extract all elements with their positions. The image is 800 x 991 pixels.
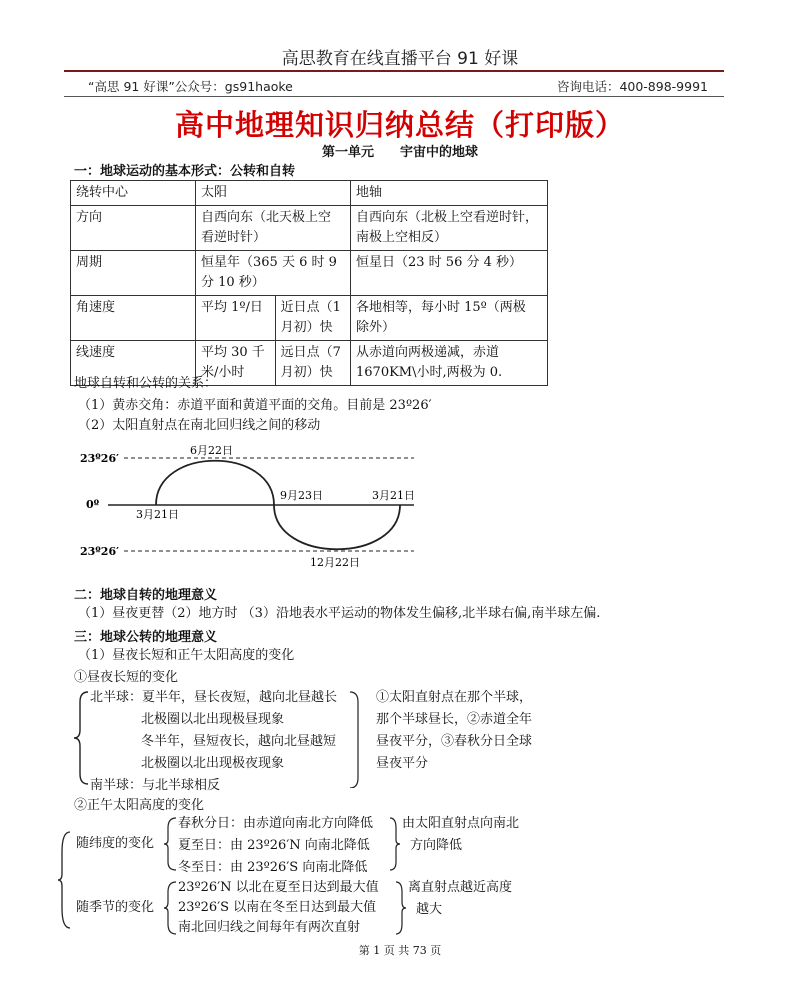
table-row [71, 251, 548, 296]
label-mar21-left: 3月21日 [136, 508, 179, 521]
latitude-note-1: 由太阳直射点向南北 [402, 816, 520, 831]
table-cell: 周期 [71, 251, 196, 296]
latitude-note-2: 方向降低 [410, 838, 463, 853]
table-cell [351, 296, 548, 341]
table-cell [275, 341, 350, 386]
latitude-brace-right [390, 818, 400, 870]
table-cell: 太阳 [196, 181, 351, 206]
brace-right-shape [350, 692, 358, 788]
label-jun22: 6月22日 [190, 444, 233, 457]
cell-line: 近日点（1 [280, 300, 341, 315]
daylength-note-2: 那个半球昼长，②赤道全年 [376, 712, 533, 727]
table-cell [196, 206, 351, 251]
table-cell: 线速度 [71, 341, 196, 386]
winter-solstice-line: 冬至日：由 23º26′S 向南北降低 [178, 860, 368, 875]
table-cell [351, 341, 548, 386]
label-mar21-right: 3月21日 [372, 489, 415, 502]
cell-line: 分 10 秒） [201, 275, 265, 290]
header-left-text: “高思 91 好课”公众号：gs91haoke [88, 79, 293, 94]
label-23-south: 23º26′ [80, 545, 120, 558]
cell-line: 恒星年（365 天 6 时 9 [201, 255, 337, 270]
cell-line: 自西向东（北天极上空 [201, 210, 332, 225]
table-row [71, 181, 548, 206]
nh-summer: 北半球：夏半年，昼长夜短，越向北昼越长 [90, 690, 338, 705]
unit-heading: 第一单元 宇宙中的地球 [321, 145, 478, 160]
cell-line: 米/小时 [201, 365, 245, 380]
label-23-north: 23º26′ [80, 452, 120, 465]
noon-sun-heading: ②正午太阳高度的变化 [74, 798, 205, 813]
equinox-line: 春秋分日：由赤道向南北方向降低 [178, 816, 374, 831]
season-note-1: 离直射点越近高度 [408, 880, 513, 895]
table-row [71, 206, 548, 251]
sh-opposite: 南半球：与北半球相反 [90, 778, 221, 793]
table-cell [275, 296, 350, 341]
day-length-subheading: ①昼夜长短的变化 [74, 670, 179, 685]
south-max-line: 23º26′S 以南在冬至日达到最大值 [178, 900, 377, 915]
cell-line: 自西向东（北极上空看逆时针， [356, 210, 539, 225]
table-cell: 绕转中心 [71, 181, 196, 206]
rotation-significance-text: （1）昼夜更替（2）地方时 （3）沿地表水平运动的物体发生偏移,北半球右偏,南半球左偏. [78, 606, 601, 621]
cell-line: 各地相等，每小时 15º（两极 [356, 300, 526, 315]
latitude-brace [164, 818, 176, 870]
cell-line: 看逆时针） [201, 230, 267, 245]
season-change-label: 随季节的变化 [76, 900, 155, 915]
table-cell: 恒星日（23 时 56 分 4 秒） [351, 251, 548, 296]
table-cell: 平均 1º/日 [196, 296, 276, 341]
section-1-heading: 一：地球运动的基本形式：公转和自转 [74, 164, 296, 179]
daylength-note-1: ①太阳直射点在那个半球， [376, 690, 533, 705]
cell-line: 南极上空相反） [356, 230, 448, 245]
daylength-note-4: 昼夜平分 [376, 756, 429, 771]
label-equator: 0º [86, 498, 100, 511]
cell-line: 月初）快 [280, 320, 333, 335]
cell-line: 远日点（7 [280, 345, 341, 360]
label-sep23: 9月23日 [280, 489, 323, 502]
north-max-line: 23º26′N 以北在夏至日达到最大值 [178, 880, 379, 895]
header-rule-bottom [64, 96, 724, 97]
section-3-heading: 三：地球公转的地理意义 [74, 630, 218, 645]
page-number: 第 1 页 共 73 页 [358, 944, 442, 957]
table-cell [196, 251, 351, 296]
rotation-revolution-table [70, 180, 548, 386]
relation-heading: 地球自转和公转的关系： [74, 376, 218, 391]
table-cell: 方向 [71, 206, 196, 251]
table-row [71, 296, 548, 341]
table-cell: 地轴 [351, 181, 548, 206]
subsolar-migration-diagram [74, 436, 434, 576]
season-brace [164, 882, 176, 934]
daylength-note-3: 昼夜平分，③春秋分日全球 [376, 734, 533, 749]
outer-brace [58, 832, 70, 928]
cell-line: 除外） [356, 320, 396, 335]
section-2-heading: 二：地球自转的地理意义 [74, 588, 218, 603]
nh-winter: 冬半年，昼短夜长，越向北昼越短 [141, 734, 337, 749]
day-length-heading: （1）昼夜长短和正午太阳高度的变化 [78, 648, 295, 663]
obliquity-text: （1）黄赤交角：赤道平面和黄道平面的交角。目前是 23º26′ [78, 398, 432, 413]
subsolar-text: （2）太阳直射点在南北回归线之间的移动 [78, 418, 321, 433]
label-dec22: 12月22日 [310, 556, 360, 569]
nh-polar-night: 北极圈以北出现极夜现象 [141, 756, 285, 771]
cell-line: 月初）快 [280, 365, 333, 380]
cell-line: 平均 30 千 [201, 345, 265, 360]
table-cell: 角速度 [71, 296, 196, 341]
cell-line: 1670KM\小时,两极为 0. [356, 365, 503, 380]
table-cell [351, 206, 548, 251]
brace-shape [74, 692, 88, 784]
header-rule-top [64, 70, 724, 72]
season-note-2: 越大 [416, 902, 443, 917]
season-brace-right [396, 882, 406, 934]
nh-polar-day: 北极圈以北出现极昼现象 [141, 712, 285, 727]
cell-line: 从赤道向两极递减，赤道 [356, 345, 500, 360]
summer-solstice-line: 夏至日：由 23º26′N 向南北降低 [178, 838, 370, 853]
header-right-text: 咨询电话：400-898-9991 [556, 79, 708, 94]
document-title: 高中地理知识归纳总结（打印版） [174, 108, 625, 142]
site-title: 高思教育在线直播平台 91 好课 [281, 49, 519, 69]
latitude-change-label: 随纬度的变化 [76, 836, 155, 851]
two-direct-line: 南北回归线之间每年有两次直射 [178, 920, 361, 935]
